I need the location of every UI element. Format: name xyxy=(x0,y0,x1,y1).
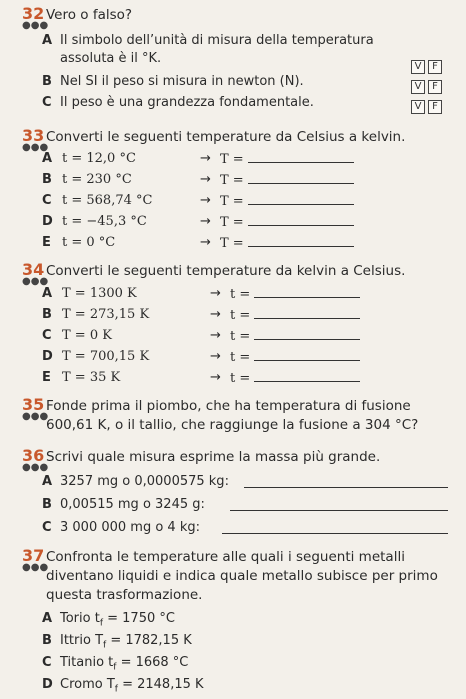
false-box[interactable]: F xyxy=(428,60,442,74)
item-letter: C xyxy=(42,520,52,535)
item-text: Il peso è una grandezza fondamentale. xyxy=(60,95,314,110)
item-letter: A xyxy=(42,286,53,301)
exercise-number: 37 xyxy=(22,546,45,565)
item-letter: C xyxy=(42,193,52,208)
target-label: t = xyxy=(230,329,251,344)
target-label: t = xyxy=(230,371,251,386)
given-temperature: t = 12,0 °C xyxy=(62,151,136,166)
answer-field[interactable] xyxy=(220,213,354,231)
item-letter: A xyxy=(42,474,53,489)
arrow-icon: → xyxy=(210,370,221,385)
exercise-number: 34 xyxy=(22,260,45,279)
true-box[interactable]: V xyxy=(411,60,425,74)
melting-value: = 1668 °C xyxy=(116,655,189,670)
answer-line xyxy=(248,234,354,247)
item-letter: C xyxy=(42,328,52,343)
difficulty-dots: ●●● xyxy=(22,411,49,422)
given-temperature: T = 0 K xyxy=(62,328,112,343)
answer-line[interactable] xyxy=(230,509,448,511)
item-letter: C xyxy=(42,95,52,110)
melting-value: = 2148,15 K xyxy=(117,677,204,692)
item-letter: E xyxy=(42,235,51,250)
answer-field[interactable] xyxy=(220,234,354,252)
answer-line xyxy=(254,348,360,361)
arrow-icon: → xyxy=(210,328,221,343)
exercise-number: 35 xyxy=(22,395,45,414)
item-letter: B xyxy=(42,497,52,512)
exercise-number: 33 xyxy=(22,126,45,145)
arrow-icon: → xyxy=(200,214,211,229)
exercise-text: questa trasformazione. xyxy=(46,587,203,603)
arrow-icon: → xyxy=(200,172,211,187)
subscript: f xyxy=(114,684,118,695)
true-false-boxes xyxy=(411,80,442,94)
exercise-title: Scrivi quale misura esprime la massa più grande. xyxy=(46,449,381,465)
target-label: t = xyxy=(230,350,251,365)
true-box[interactable]: V xyxy=(411,100,425,114)
exercise-title: Vero o falso? xyxy=(46,7,133,23)
arrow-icon: → xyxy=(200,151,211,166)
arrow-icon: → xyxy=(210,349,221,364)
item-letter: B xyxy=(42,307,52,322)
item-text: Il simbolo dell’unità di misura della temperatura xyxy=(60,33,374,48)
metal-melting-point xyxy=(60,610,175,633)
arrow-icon: → xyxy=(210,307,221,322)
target-label: t = xyxy=(230,308,251,323)
item-letter: D xyxy=(42,349,53,364)
metal-name: Cromo T xyxy=(60,677,115,692)
target-label: T = xyxy=(220,194,244,209)
answer-field[interactable] xyxy=(230,285,360,303)
item-text: 0,00515 mg o 3245 g: xyxy=(60,497,205,512)
target-label: T = xyxy=(220,215,244,230)
given-temperature: t = 0 °C xyxy=(62,235,116,250)
difficulty-dots: ●●● xyxy=(22,20,49,31)
metal-name: Ittrio T xyxy=(60,633,104,648)
metal-melting-point xyxy=(60,632,192,655)
answer-line xyxy=(248,192,354,205)
arrow-icon: → xyxy=(210,286,221,301)
target-label: T = xyxy=(220,152,244,167)
difficulty-dots: ●●● xyxy=(22,462,49,473)
given-temperature: t = −45,3 °C xyxy=(62,214,147,229)
exercise-text: diventano liquidi e indica quale metallo subisce per primo xyxy=(46,568,438,584)
melting-value: = 1782,15 K xyxy=(106,633,192,648)
answer-field[interactable] xyxy=(230,327,360,345)
item-letter: B xyxy=(42,172,52,187)
answer-line[interactable] xyxy=(244,486,448,488)
answer-line xyxy=(254,306,360,319)
difficulty-dots: ●●● xyxy=(22,562,49,573)
answer-field[interactable] xyxy=(220,150,354,168)
given-temperature: T = 700,15 K xyxy=(62,349,150,364)
exercise-number: 32 xyxy=(22,4,45,23)
answer-field[interactable] xyxy=(230,348,360,366)
arrow-icon: → xyxy=(200,193,211,208)
metal-melting-point xyxy=(60,654,188,677)
metal-name: Titanio t xyxy=(60,655,114,670)
item-letter: A xyxy=(42,33,53,48)
item-letter: D xyxy=(42,677,53,692)
target-label: t = xyxy=(230,287,251,302)
exercise-title: Converti le seguenti temperature da kelvin a Celsius. xyxy=(46,263,406,279)
difficulty-dots: ●●● xyxy=(22,276,49,287)
target-label: T = xyxy=(220,173,244,188)
given-temperature: T = 35 K xyxy=(62,370,121,385)
item-letter: C xyxy=(42,655,52,670)
item-text: assoluta è il °K. xyxy=(60,51,162,66)
answer-line[interactable] xyxy=(222,532,448,534)
item-letter: A xyxy=(42,151,53,166)
item-text: Nel SI il peso si misura in newton (N). xyxy=(60,74,304,89)
difficulty-dots: ●●● xyxy=(22,142,49,153)
exercise-text: 600,61 K, o il tallio, che raggiunge la fusione a 304 °C? xyxy=(46,417,419,433)
true-false-boxes xyxy=(411,100,442,114)
item-letter: A xyxy=(42,611,53,626)
subscript: f xyxy=(103,640,107,651)
answer-field[interactable] xyxy=(230,369,360,387)
item-letter: D xyxy=(42,214,53,229)
item-text: 3 000 000 mg o 4 kg: xyxy=(60,520,200,535)
item-letter: B xyxy=(42,74,52,89)
answer-line xyxy=(248,213,354,226)
given-temperature: T = 273,15 K xyxy=(62,307,150,322)
exercise-text: Confronta le temperature alle quali i seguenti metalli xyxy=(46,549,405,565)
answer-line xyxy=(254,369,360,382)
true-box[interactable]: V xyxy=(411,80,425,94)
melting-value: = 1750 °C xyxy=(103,611,175,626)
false-box[interactable]: F xyxy=(428,100,442,114)
exercise-number: 36 xyxy=(22,446,45,465)
answer-field[interactable] xyxy=(230,306,360,324)
exercise-text: Fonde prima il piombo, che ha temperatura di fusione xyxy=(46,398,411,414)
given-temperature: t = 568,74 °C xyxy=(62,193,153,208)
false-box[interactable]: F xyxy=(428,80,442,94)
arrow-icon: → xyxy=(200,235,211,250)
metal-melting-point xyxy=(60,676,204,699)
given-temperature: t = 230 °C xyxy=(62,172,132,187)
item-text: 3257 mg o 0,0000575 kg: xyxy=(60,474,229,489)
answer-field[interactable] xyxy=(220,192,354,210)
true-false-boxes xyxy=(411,60,442,74)
target-label: T = xyxy=(220,236,244,251)
answer-line xyxy=(248,150,354,163)
subscript: f xyxy=(113,662,117,673)
exercise-title: Converti le seguenti temperature da Celsius a kelvin. xyxy=(46,129,406,145)
answer-line xyxy=(254,285,360,298)
item-letter: E xyxy=(42,370,51,385)
item-letter: B xyxy=(42,633,52,648)
answer-line xyxy=(248,171,354,184)
metal-name: Torio t xyxy=(60,611,100,626)
given-temperature: T = 1300 K xyxy=(62,286,137,301)
answer-field[interactable] xyxy=(220,171,354,189)
subscript: f xyxy=(99,618,103,629)
answer-line xyxy=(254,327,360,340)
